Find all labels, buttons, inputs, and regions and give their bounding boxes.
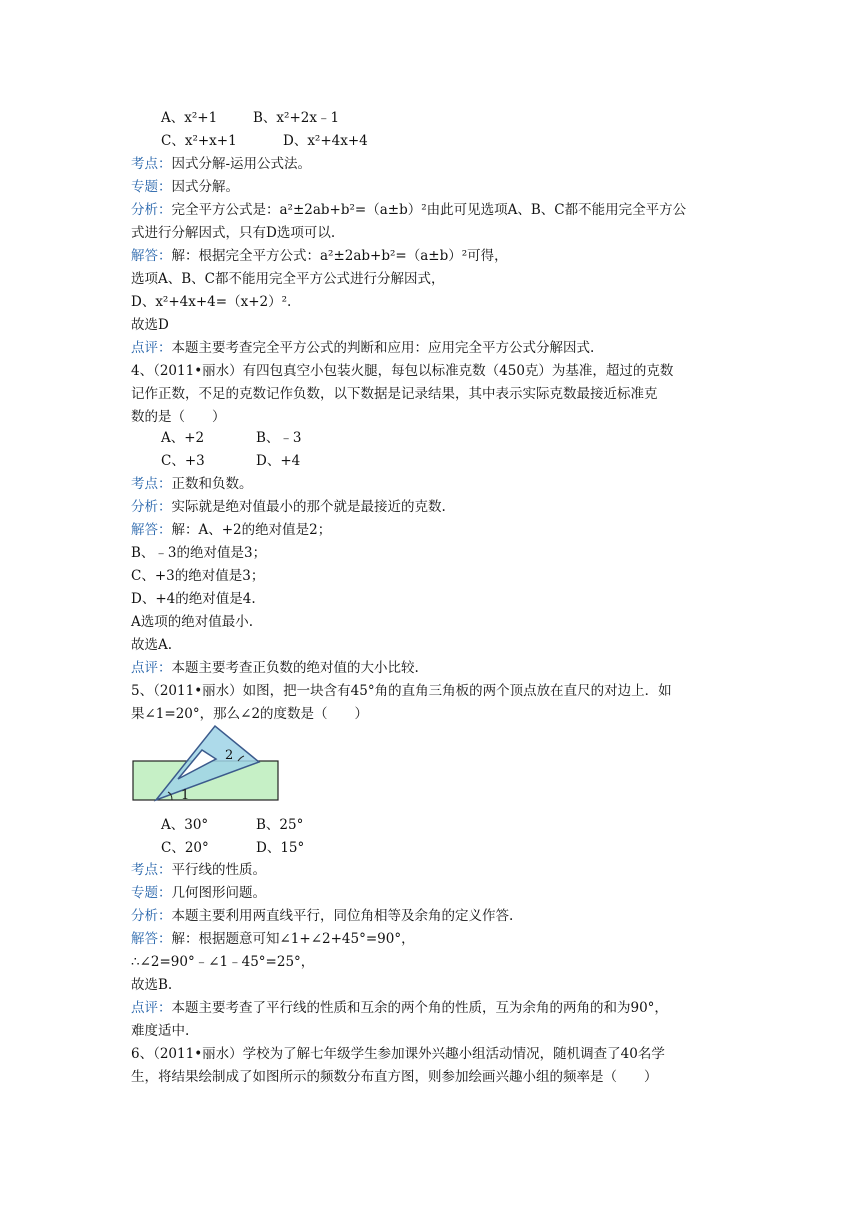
q5-jieda-text-1: 解：根据题意可知∠1+∠2+45°=90°， xyxy=(171,931,415,947)
kaodian-label: 考点： xyxy=(131,862,172,878)
dianping-label: 点评： xyxy=(131,340,172,356)
dianping-label: 点评： xyxy=(131,660,172,676)
q3-fenxi-text-1: 完全平方公式是：a²±2ab+b²=（a±b）²由此可见选项A、B、C都不能用完全平方公 xyxy=(171,202,687,218)
q4-option-d: D、+4 xyxy=(256,453,301,469)
q3-kaodian-text: 因式分解-运用公式法。 xyxy=(171,156,312,172)
q5-dianping-line2: 难度适中. xyxy=(131,1023,190,1039)
q5-fenxi xyxy=(131,906,513,926)
q4-jieda xyxy=(131,520,331,540)
q4-jieda-line3: C、+3的绝对值是3； xyxy=(131,568,265,584)
q4-dianping xyxy=(131,658,419,678)
q4-option-c: C、+3 xyxy=(161,453,205,469)
q4-jieda-line2: B、﹣3的绝对值是3； xyxy=(131,545,267,561)
q6-stem-line2: 生，将结果绘制成了如图所示的频数分布直方图，则参加绘画兴趣小组的频率是（ ） xyxy=(131,1069,658,1085)
q5-fenxi-text: 本题主要利用两直线平行，同位角相等及余角的定义作答. xyxy=(171,908,514,924)
q3-jieda xyxy=(131,246,508,266)
jieda-label: 解答： xyxy=(131,931,172,947)
q4-stem-line2: 记作正数，不足的克数记作负数，以下数据是记录结果，其中表示实际克数最接近标准克 xyxy=(131,386,658,402)
q3-fenxi-line2: 式进行分解因式，只有D选项可以. xyxy=(131,225,336,241)
q3-kaodian xyxy=(131,154,311,174)
q4-kaodian xyxy=(131,474,253,494)
q5-jieda-line2: ∴∠2=90°﹣∠1﹣45°=25°， xyxy=(131,954,315,970)
q3-option-b: B、x²+2x﹣1 xyxy=(253,110,340,126)
q4-option-a: A、+2 xyxy=(161,430,205,446)
q5-kaodian-text: 平行线的性质。 xyxy=(171,862,266,878)
kaodian-label: 考点： xyxy=(131,476,172,492)
q4-kaodian-text: 正数和负数。 xyxy=(171,476,253,492)
q5-option-b: B、25° xyxy=(256,817,304,833)
q4-dianping-text: 本题主要考查正负数的绝对值的大小比较. xyxy=(171,660,419,676)
q5-dianping-text-1: 本题主要考查了平行线的性质和互余的两个角的性质，互为余角的两角的和为90°， xyxy=(171,1000,668,1016)
zhuanti-label: 专题： xyxy=(131,179,172,195)
q4-jieda-line6: 故选A. xyxy=(131,637,173,653)
angle-1-label: 1 xyxy=(181,788,190,802)
q3-option-c: C、x²+x+1 xyxy=(161,133,237,149)
jieda-label: 解答： xyxy=(131,522,172,538)
q4-option-b: B、﹣3 xyxy=(256,430,302,446)
q3-jieda-line4: 故选D xyxy=(131,317,169,333)
q3-zhuanti xyxy=(131,177,239,197)
q5-dianping xyxy=(131,998,668,1018)
q3-dianping xyxy=(131,338,594,358)
q3-fenxi xyxy=(131,200,686,220)
q5-option-c: C、20° xyxy=(161,840,209,856)
q5-options-row1 xyxy=(161,815,303,835)
q4-jieda-line5: A选项的绝对值最小. xyxy=(131,614,254,630)
q3-options-row2 xyxy=(161,131,368,151)
q3-option-a: A、x²+1 xyxy=(161,110,218,126)
q3-jieda-text-1: 解：根据完全平方公式：a²±2ab+b²=（a±b）²可得， xyxy=(171,248,508,264)
q4-jieda-line4: D、+4的绝对值是4. xyxy=(131,591,256,607)
zhuanti-label: 专题： xyxy=(131,885,172,901)
q3-jieda-line2: 选项A、B、C都不能用完全平方公式进行分解因式， xyxy=(131,271,445,287)
fenxi-label: 分析： xyxy=(131,908,172,924)
q5-stem-line1: 5、（2011•丽水）如图，把一块含有45°角的直角三角板的两个顶点放在直尺的对边上．如 xyxy=(131,683,672,699)
q5-jieda-line3: 故选B. xyxy=(131,977,173,993)
q5-zhuanti-text: 几何图形问题。 xyxy=(171,885,266,901)
q4-stem-line1: 4、（2011•丽水）有四包真空小包装火腿，每包以标准克数（450克）为基准，超过的克数 xyxy=(131,363,674,379)
q4-stem-line3: 数的是（ ） xyxy=(131,409,226,425)
kaodian-label: 考点： xyxy=(131,156,172,172)
q5-options-row2 xyxy=(161,838,304,858)
q5-zhuanti xyxy=(131,883,266,903)
q3-zhuanti-text: 因式分解。 xyxy=(171,179,239,195)
q3-jieda-line3: D、x²+4x+4=（x+2）². xyxy=(131,294,292,310)
q4-jieda-text-1: 解：A、+2的绝对值是2； xyxy=(171,522,332,538)
q3-dianping-text: 本题主要考查完全平方公式的判断和应用：应用完全平方公式分解因式. xyxy=(171,340,595,356)
q5-option-a: A、30° xyxy=(161,817,209,833)
q6-stem-line1: 6、（2011•丽水）学校为了解七年级学生参加课外兴趣小组活动情况，随机调查了40名学 xyxy=(131,1046,665,1062)
q4-fenxi-text: 实际就是绝对值最小的那个就是最接近的克数. xyxy=(171,499,446,515)
q4-options-row1 xyxy=(161,428,302,448)
q4-options-row2 xyxy=(161,451,300,471)
q3-option-d: D、x²+4x+4 xyxy=(283,133,368,149)
jieda-label: 解答： xyxy=(131,248,172,264)
angle-2-label: 2 xyxy=(225,748,234,763)
q5-option-d: D、15° xyxy=(256,840,305,856)
dianping-label: 点评： xyxy=(131,1000,172,1016)
q3-options-row1 xyxy=(161,108,339,128)
q5-kaodian xyxy=(131,860,266,880)
fenxi-label: 分析： xyxy=(131,499,172,515)
q4-fenxi xyxy=(131,497,446,517)
q5-stem-line2: 果∠1=20°，那么∠2的度数是（ ） xyxy=(131,706,369,722)
q5-jieda xyxy=(131,929,415,949)
fenxi-label: 分析： xyxy=(131,202,172,218)
ruler-triangle-figure xyxy=(131,724,281,802)
